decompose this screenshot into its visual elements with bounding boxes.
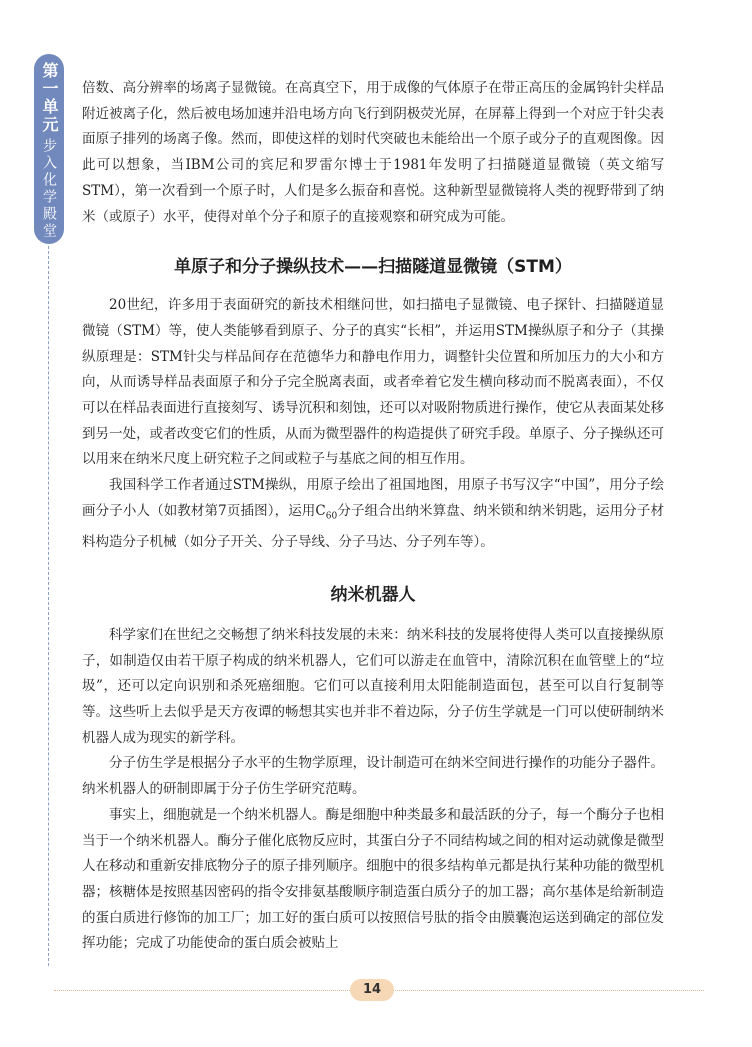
margin-dashed-line [48, 246, 49, 966]
stm-p2-text-b: 分子组合出纳米算盘、纳米锁和纳米钥匙，运用分子材料构造分子机械（如分子开关、分子导线、分子马达、分子列车等）。 [82, 502, 665, 551]
unit-side-tab [34, 54, 64, 244]
section-label: 步入化学殿堂 [41, 138, 57, 240]
nanorobot-paragraph-2: 分子仿生学是根据分子水平的生物学原理，设计制造可在纳米空间进行操作的功能分子器件。纳米机器人的研制即属于分子仿生学研究范畴。 [82, 755, 664, 798]
intro-paragraph: 倍数、高分辨率的场离子显微镜。在高真空下，用于成像的气体原子在带正高压的金属钨针尖样品附近被离子化，然后被电场加速并沿电场方向飞行到阴极荧光屏，在屏幕上得到一个对应于针尖表面原子排列的场离子像。然而，即使这样的划时代突破也未能给出一个原子或分子的直观图像。因此可以想象，当IBM公司的宾尼和罗雷尔博士于1981年发明了扫描隧道显微镜（英文缩写STM），第一次看到一个原子时，人们是多么振奋和喜悦。这种新型显微镜将人类的视野带到了纳米（或原子）水平，使得对单个分子和原子的直接观察和研究成为可能。 [82, 80, 664, 225]
unit-label: 第一单元 [40, 62, 59, 134]
c60-subscript: 60 [325, 511, 338, 522]
section-heading-nanorobot: 纳米机器人 [330, 584, 416, 605]
section-heading-stm: 单原子和分子操纵技术——扫描隧道显微镜（STM） [174, 257, 572, 278]
nanorobot-paragraph-1: 科学家们在世纪之交畅想了纳米科技发展的未来：纳米科技的发展将使得人类可以直接操纵原子，如制造仅由若干原子构成的纳米机器人，它们可以游走在血管中，清除沉积在血管壁上的“垃圾”，还可以定向识别和杀死癌细胞。它们可以直接利用太阳能制造面包，甚至可以自行复制等等。这些听上去似乎是天方夜谭的畅想其实也并非不着边际，分子仿生学就是一门可以使研制纳米机器人成为现实的新学科。 [82, 626, 664, 746]
stm-paragraph-1: 20世纪，许多用于表面研究的新技术相继问世，如扫描电子显微镜、电子探针、扫描隧道显微镜（STM）等，使人类能够看到原子、分子的真实“长相”，并运用STM操纵原子和分子（其操纵原理是：STM针尖与样品间存在范德华力和静电作用力，调整针尖位置和所加压力的大小和方向，从而诱导样品表面原子和分子完全脱离表面，或者牵着它发生横向移动而不脱离表面），不仅可以在样品表面进行直接刻写、诱导沉积和刻蚀，还可以对吸附物质进行操作，使它从表面某处移到另一处，或者改变它们的性质，从而为微型器件的构造提供了研究手段。单原子、分子操纵还可以用来在纳米尺度上研究粒子之间或粒子与基底之间的相互作用。 [82, 297, 664, 468]
stm-p2-text-a: 我国科学工作者通过STM操纵，用原子绘出了祖国地图，用原子书写汉字“中国”，用分子绘画分子小人（如教材第7页插图），运用C [82, 477, 664, 519]
stm-paragraph-2 [82, 473, 664, 556]
page-content [82, 76, 664, 957]
page-number: 14 [350, 979, 394, 1001]
nanorobot-paragraph-3: 事实上，细胞就是一个纳米机器人。酶是细胞中种类最多和最活跃的分子，每一个酶分子也相当于一个纳米机器人。酶分子催化底物反应时，其蛋白分子不同结构域之间的相对运动就像是微型人在移动和重新安排底物分子的原子排列顺序。细胞中的很多结构单元都是执行某种功能的微型机器；核糖体是按照基因密码的指令安排氨基酸顺序制造蛋白质分子的加工器；高尔基体是给新制造的蛋白质进行修饰的加工厂；加工好的蛋白质可以按照信号肽的指令由膜囊泡运送到确定的部位发挥功能；完成了功能使命的蛋白质会被贴上 [82, 806, 664, 952]
